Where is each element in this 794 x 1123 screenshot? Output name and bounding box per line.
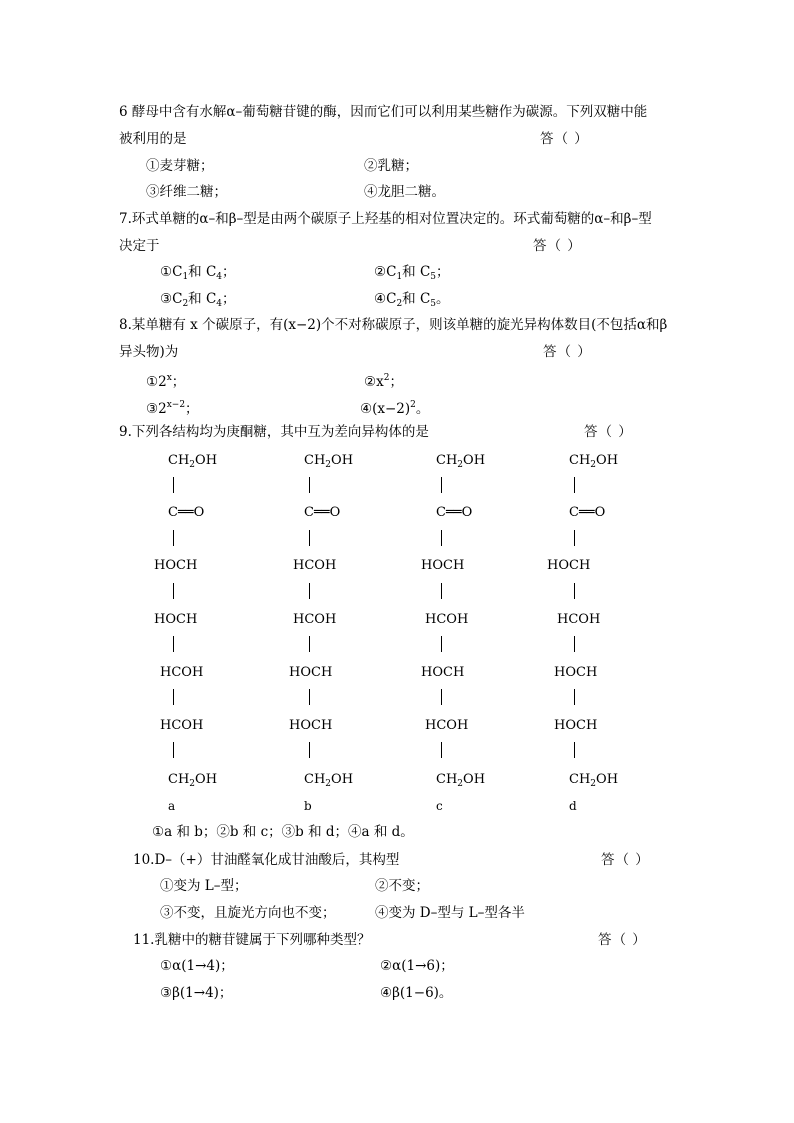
struct-d-bond	[574, 689, 575, 705]
struct-a-row-2: HOCH	[154, 612, 198, 627]
struct-a-bond	[173, 583, 174, 599]
struct-d-bond	[574, 636, 575, 652]
struct-d-ch2oh-bottom: $CH_2OH$	[569, 772, 619, 789]
q7-answer: 答（ ）	[533, 238, 582, 254]
struct-c-bond	[441, 689, 442, 705]
q9-options: ①a 和 b；②b 和 c；③b 和 d；④a 和 d。	[152, 824, 414, 840]
struct-c-bond	[441, 530, 442, 546]
q10-line1: 10.D–（+）甘油醛氧化成甘油酸后，其构型	[133, 852, 400, 868]
q7-option-1: $①C_1$和 $C_4$；	[160, 264, 236, 282]
struct-c-carbonyl: C══O	[436, 505, 473, 520]
q7-option-3: $③C_2$和 $C_4$；	[160, 291, 236, 309]
struct-a-row-3: HCOH	[160, 665, 204, 680]
q6-line1: 6 酵母中含有水解α–葡萄糖苷键的酶，因而它们可以利用某些糖作为碳源。下列双糖中能	[119, 104, 648, 120]
struct-a-row-1: HOCH	[154, 558, 198, 573]
struct-c-ch2oh-bottom: $CH_2OH$	[436, 772, 486, 789]
struct-b-bond	[309, 583, 310, 599]
struct-c-bond	[441, 742, 442, 758]
struct-c-bond	[441, 636, 442, 652]
struct-d-carbonyl: C══O	[569, 505, 606, 520]
struct-a-bond	[173, 636, 174, 652]
q11-option-1: ①α(1→4)；	[160, 958, 234, 974]
struct-c-ch2oh-top: $CH_2OH$	[436, 453, 486, 470]
struct-d-row-3: HOCH	[554, 665, 598, 680]
struct-c-row-2: HCOH	[425, 612, 469, 627]
struct-d-bond	[574, 583, 575, 599]
q8-option-4: $④(x-2)^2$。	[360, 400, 430, 417]
q10-option-3: ③不变，且旋光方向也不变；	[160, 905, 336, 921]
struct-b-row-1: HCOH	[293, 558, 337, 573]
struct-d-row-2: HCOH	[557, 612, 601, 627]
struct-b-bond	[309, 689, 310, 705]
struct-b-ch2oh-top: $CH_2OH$	[304, 453, 354, 470]
q6-option-4: ④龙胆二糖。	[364, 184, 445, 200]
struct-c-row-1: HOCH	[421, 558, 465, 573]
struct-a-ch2oh-bottom: $CH_2OH$	[168, 772, 218, 789]
q11-answer: 答（ ）	[598, 932, 647, 948]
struct-c-bond	[441, 583, 442, 599]
q8-option-2: $②x^2$；	[364, 373, 403, 390]
q9-line1: 9.下列各结构均为庚酮糖，其中互为差向异构体的是	[119, 424, 429, 440]
q8-line2: 异头物)为	[119, 344, 179, 360]
struct-d-bond	[574, 477, 575, 493]
struct-a-ch2oh-top: $CH_2OH$	[168, 453, 218, 470]
q8-answer: 答（ ）	[543, 344, 592, 360]
struct-d-label: d	[569, 799, 577, 813]
q10-option-4: ④变为 D–型与 L–型各半	[375, 905, 525, 921]
q6-line2: 被利用的是	[119, 131, 187, 147]
q11-option-3: ③β(1→4)；	[160, 985, 233, 1001]
q8-option-3: $③2^{x-2}$；	[146, 400, 199, 417]
struct-b-bond	[309, 742, 310, 758]
q10-option-2: ②不变；	[375, 878, 429, 894]
q7-option-2: $②C_1$和 $C_5$；	[374, 264, 450, 282]
q11-line1: 11.乳糖中的糖苷键属于下列哪种类型？	[133, 932, 371, 948]
q6-option-1: ①麦芽糖；	[146, 158, 214, 174]
q11-option-4: ④β(1−6)。	[380, 985, 453, 1001]
struct-a-bond	[173, 742, 174, 758]
struct-d-row-4: HOCH	[554, 718, 598, 733]
q8-line1: 8.某单糖有 x 个碳原子，有(x−2)个不对称碳原子，则该单糖的旋光异构体数目(不包括α和β	[119, 317, 668, 333]
q7-option-4: $④C_2$和 $C_5$。	[374, 291, 450, 309]
struct-b-bond	[309, 530, 310, 546]
q10-answer: 答（ ）	[601, 852, 650, 868]
q6-option-2: ②乳糖；	[364, 158, 418, 174]
struct-d-bond	[574, 742, 575, 758]
struct-b-ch2oh-bottom: $CH_2OH$	[304, 772, 354, 789]
struct-c-label: c	[436, 799, 443, 813]
struct-b-row-4: HOCH	[289, 718, 333, 733]
struct-b-bond	[309, 636, 310, 652]
struct-b-label: b	[304, 799, 312, 813]
struct-a-bond	[173, 689, 174, 705]
struct-b-row-3: HOCH	[289, 665, 333, 680]
struct-a-bond	[173, 477, 174, 493]
q7-line2: 决定于	[119, 238, 160, 254]
struct-c-row-3: HOCH	[421, 665, 465, 680]
struct-b-bond	[309, 477, 310, 493]
q6-option-3: ③纤维二糖；	[146, 184, 227, 200]
struct-d-bond	[574, 530, 575, 546]
struct-d-row-1: HOCH	[547, 558, 591, 573]
q6-answer: 答（ ）	[540, 131, 589, 147]
q10-option-1: ①变为 L–型；	[160, 878, 248, 894]
struct-a-label: a	[168, 799, 176, 813]
struct-c-row-4: HCOH	[425, 718, 469, 733]
struct-a-bond	[173, 530, 174, 546]
struct-a-carbonyl: C══O	[168, 505, 205, 520]
q8-option-1: ①2$^x$；	[146, 373, 186, 390]
struct-a-row-4: HCOH	[160, 718, 204, 733]
q7-line1: 7.环式单糖的α–和β–型是由两个碳原子上羟基的相对位置决定的。环式葡萄糖的α–和β–型	[119, 211, 652, 227]
struct-b-carbonyl: C══O	[304, 505, 341, 520]
q11-option-2: ②α(1→6)；	[380, 958, 454, 974]
struct-b-row-2: HCOH	[293, 612, 337, 627]
q9-answer: 答（ ）	[584, 424, 633, 440]
struct-c-bond	[441, 477, 442, 493]
struct-d-ch2oh-top: $CH_2OH$	[569, 453, 619, 470]
